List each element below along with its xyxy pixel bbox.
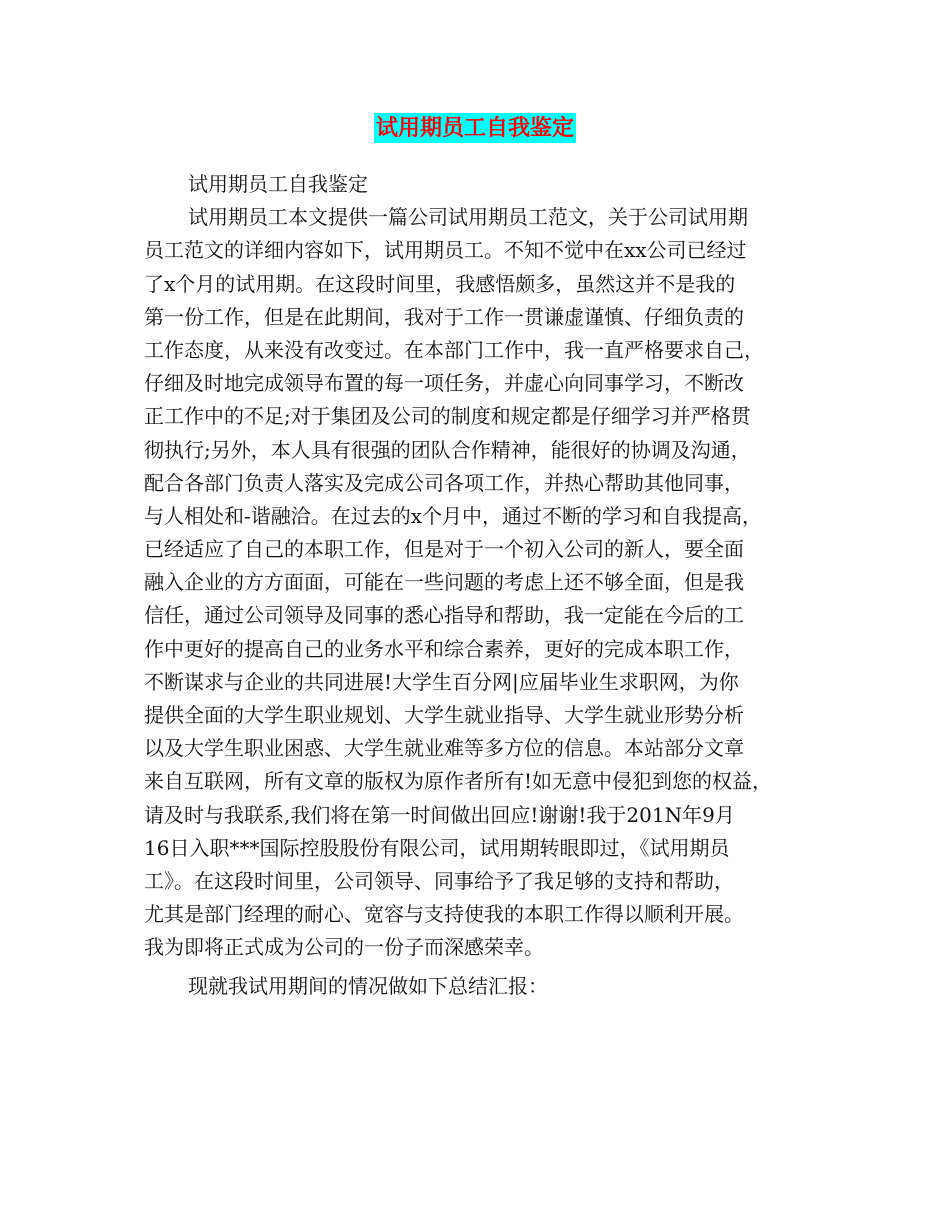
text-line: 正工作中的不足;对于集团及公司的制度和规定都是仔细学习并严格贯 <box>144 404 751 429</box>
text-line: 与人相处和-谐融洽。在过去的x个月中，通过不断的学习和自我提高， <box>144 503 763 528</box>
text-line: 提供全面的大学生职业规划、大学生就业指导、大学生就业形势分析 <box>144 703 744 727</box>
text-line: 第一份工作，但是在此期间，我对于工作一贯谦虚谨慎、仔细负责的 <box>144 304 744 329</box>
text-line: 现就我试用期间的情况做如下总结汇报： <box>188 973 548 998</box>
text-line: 16日入职***国际控股股份有限公司，试用期转眼即过，《试用期员 <box>144 835 730 860</box>
text-line: 不断谋求与企业的共同进展!大学生百分网|应届毕业生求职网，为你 <box>144 669 739 694</box>
document-body <box>144 168 816 1003</box>
text-line: 以及大学生职业困惑、大学生就业难等多方位的信息。本站部分文章 <box>144 736 744 761</box>
text-line: 作中更好的提高自己的业务水平和综合素养，更好的完成本职工作， <box>144 636 744 661</box>
title-container <box>0 113 950 143</box>
text-line: 来自互联网，所有文章的版权为原作者所有!如无意中侵犯到您的权益， <box>144 769 773 794</box>
text-line: 试用期员工本文提供一篇公司试用期员工范文，关于公司试用期 <box>188 205 748 230</box>
text-line: 信任，通过公司领导及同事的悉心指导和帮助，我一定能在今后的工 <box>144 603 744 628</box>
paragraph-heading: 试用期员工自我鉴定 <box>188 172 368 196</box>
text-line: 配合各部门负责人落实及完成公司各项工作，并热心帮助其他同事， <box>144 470 744 495</box>
text-line: 尤其是部门经理的耐心、宽容与支持使我的本职工作得以顺利开展。 <box>144 902 744 927</box>
text-line: 融入企业的方方面面，可能在一些问题的考虑上还不够全面，但是我 <box>144 570 744 595</box>
text-line: 仔细及时地完成领导布置的每一项任务，并虚心向同事学习，不断改 <box>144 371 744 396</box>
document-title: 试用期员工自我鉴定 <box>375 115 574 141</box>
text-line: 工》。在这段时间里，公司领导、同事给予了我足够的支持和帮助， <box>144 868 734 893</box>
text-line: 了x个月的试用期。在这段时间里，我感悟颇多，虽然这并不是我的 <box>144 271 736 296</box>
text-line: 员工范文的详细内容如下，试用期员工。不知不觉中在xx公司已经过 <box>144 238 747 263</box>
text-line: 工作态度，从来没有改变过。在本部门工作中，我一直严格要求自己， <box>144 337 764 362</box>
text-line: 已经适应了自己的本职工作，但是对于一个初入公司的新人，要全面 <box>144 537 744 562</box>
text-line: 请及时与我联系,我们将在第一时间做出回应!谢谢!我于201N年9月 <box>144 802 735 827</box>
text-line: 我为即将正式成为公司的一份子而深感荣幸。 <box>144 935 544 960</box>
text-line: 彻执行;另外，本人具有很强的团队合作精神，能很好的协调及沟通， <box>144 437 751 462</box>
